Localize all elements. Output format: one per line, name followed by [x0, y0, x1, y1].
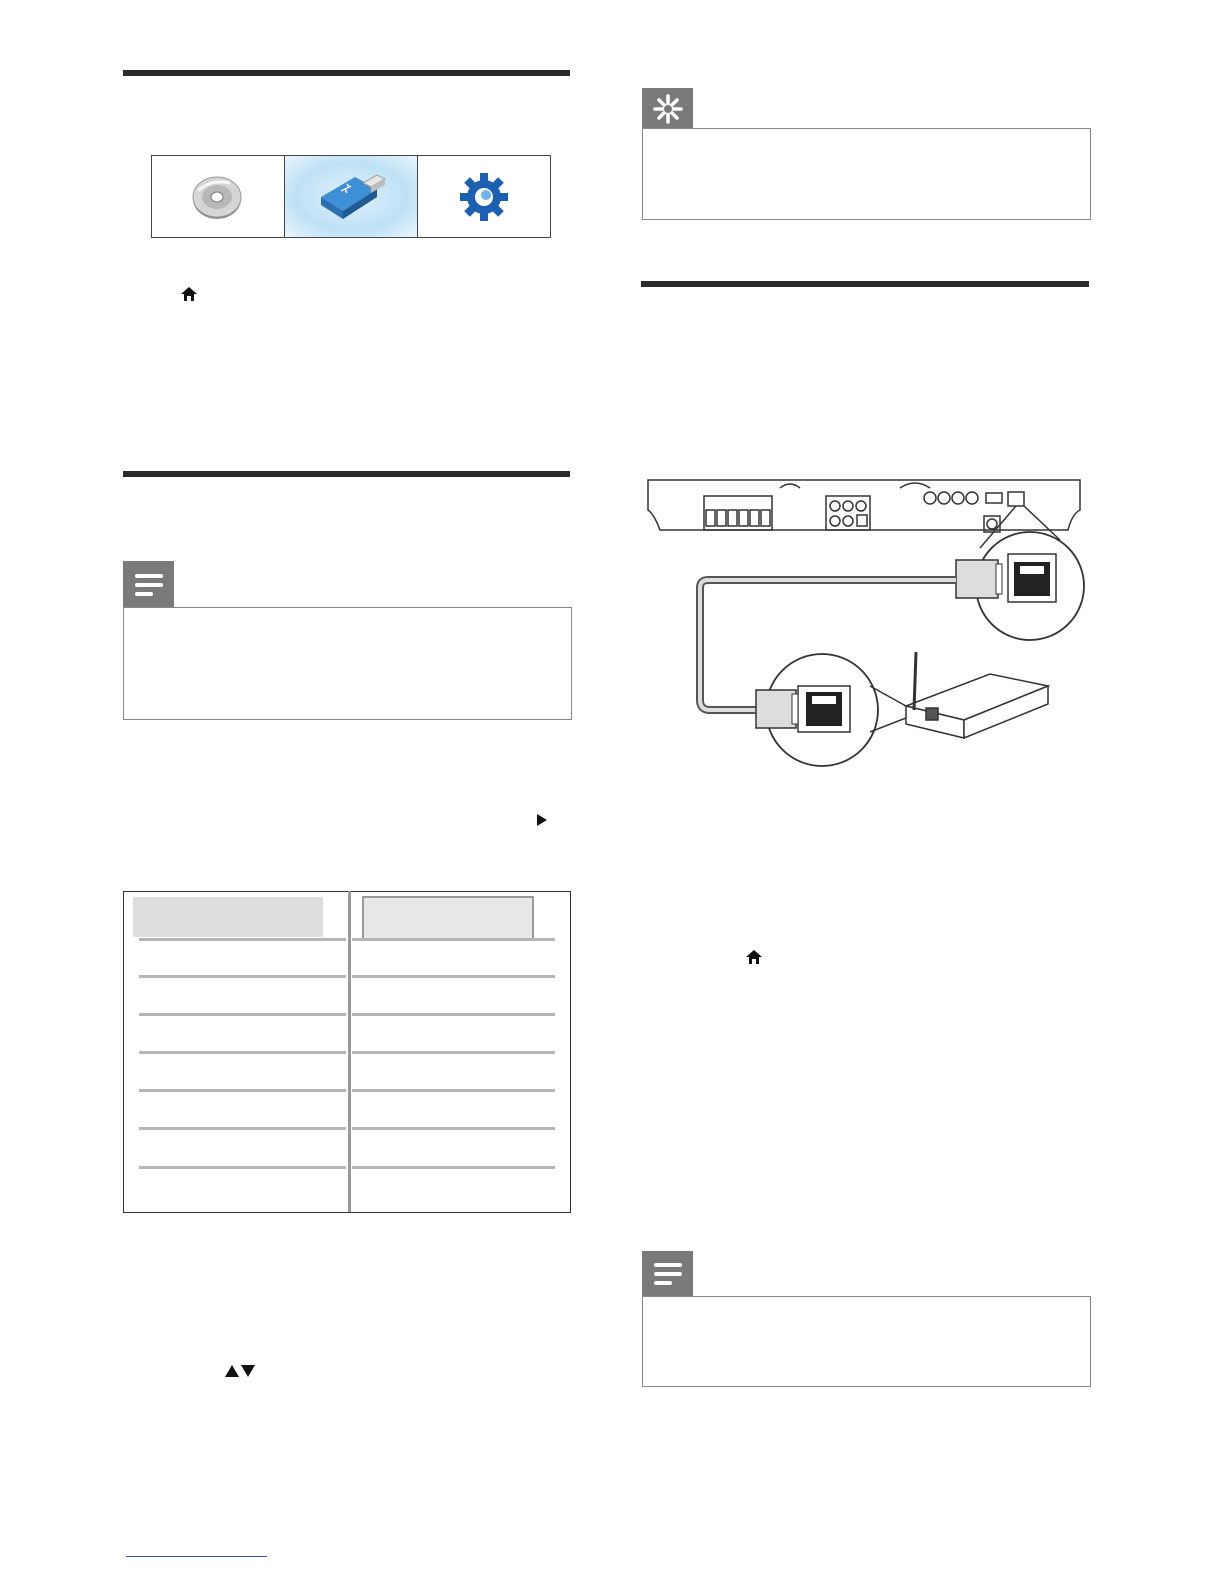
table-row-line	[352, 1127, 555, 1130]
table-row-line	[139, 938, 346, 941]
menu-item-disc[interactable]	[152, 156, 285, 237]
router	[906, 652, 1048, 738]
table-row-line	[352, 938, 555, 941]
tip-box	[642, 128, 1091, 220]
menu-item-usb[interactable]	[285, 156, 418, 237]
footer-link-underline[interactable]	[126, 1556, 267, 1557]
table-row-line	[352, 1089, 555, 1092]
tip-tab	[642, 88, 693, 129]
table-header-right[interactable]	[362, 896, 534, 940]
table-row-line	[352, 1013, 555, 1016]
home-icon	[745, 949, 763, 965]
home-icon	[180, 286, 198, 302]
table-row-line	[139, 1166, 346, 1169]
zoom-lan-port-router	[756, 654, 906, 766]
table-row-line	[139, 1051, 346, 1054]
table-row-line	[139, 1013, 346, 1016]
note-box-1	[123, 607, 572, 720]
note-box-2	[642, 1296, 1091, 1387]
section-rule-1	[123, 70, 570, 76]
network-connection-diagram	[640, 470, 1090, 775]
table-row-line	[139, 1089, 346, 1092]
section-rule-3	[641, 281, 1089, 287]
table-column-divider	[348, 891, 351, 1212]
table-row-line	[139, 1127, 346, 1130]
menu-item-settings[interactable]	[418, 156, 550, 237]
play-icon	[536, 813, 548, 827]
table-row-line	[139, 975, 346, 978]
tip-icon	[652, 93, 684, 125]
disc-icon	[190, 169, 246, 225]
table-row-line	[352, 1166, 555, 1169]
note-icon	[652, 1261, 684, 1287]
usb-drive-icon	[315, 167, 387, 227]
table-row-line	[352, 975, 555, 978]
note-tab-1	[123, 561, 174, 608]
home-menu-strip	[151, 155, 551, 238]
note-icon	[133, 572, 165, 598]
up-down-arrows-icon	[224, 1364, 256, 1378]
note-tab-2	[642, 1251, 693, 1297]
settings-gear-icon	[458, 171, 510, 223]
table-header-left[interactable]	[133, 897, 323, 937]
section-rule-2	[123, 471, 570, 477]
table-row-line	[352, 1051, 555, 1054]
